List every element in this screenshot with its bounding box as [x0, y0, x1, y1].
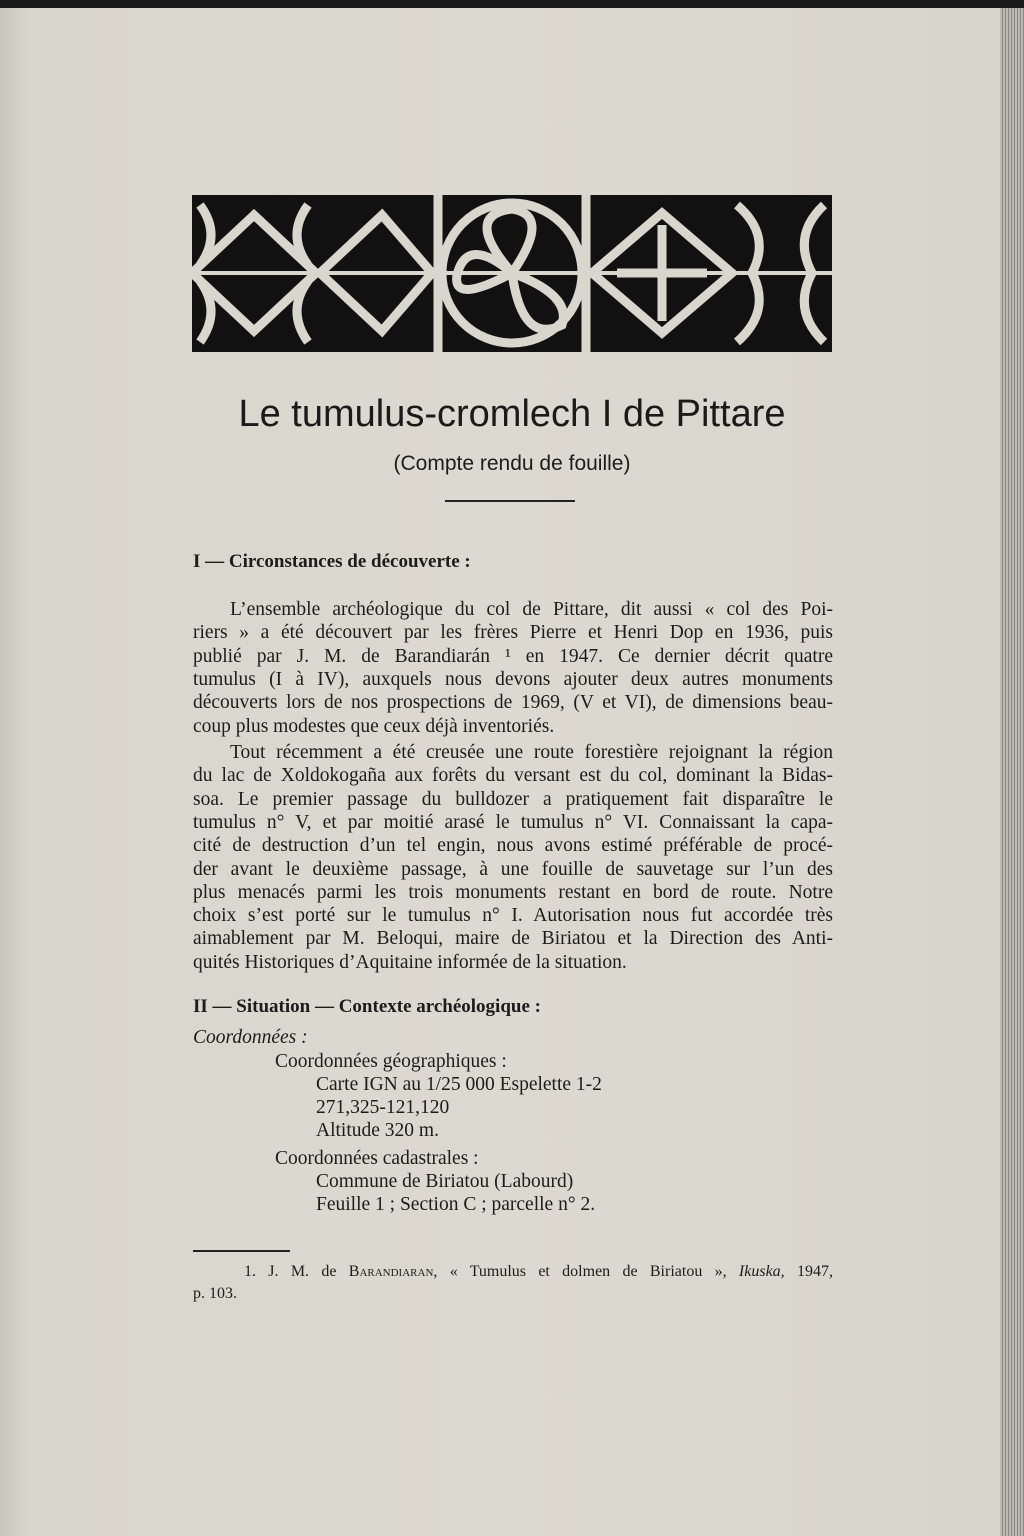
footnote-text: , « Tumulus et dolmen de Biriatou », — [433, 1263, 739, 1280]
geo-line: 271,325-121,120 — [316, 1097, 450, 1118]
paragraph-line: riers » a été découvert par les frères Pierre et Henri Dop en 1936, puis — [193, 622, 833, 644]
title-divider — [445, 500, 575, 502]
footnote-journal: Ikuska, — [738, 1263, 785, 1280]
footnote-1-cont: p. 103. — [193, 1285, 237, 1302]
paragraph-line: choix s’est porté sur le tumulus n° I. Autorisation nous fut accordée très — [193, 905, 833, 927]
cad-label: Coordonnées cadastrales : — [275, 1148, 479, 1169]
page-stack-edge — [1000, 8, 1024, 1536]
paragraph-line: publié par J. M. de Barandiarán ¹ en 1947. Ce dernier décrit quatre — [193, 645, 833, 667]
paragraph-line: quités Historiques d’Aquitaine informée de la situation. — [193, 951, 627, 973]
coords-label: Coordonnées : — [193, 1027, 308, 1048]
page-subtitle: (Compte rendu de fouille) — [393, 452, 631, 475]
decorative-frieze — [192, 195, 832, 352]
paragraph-line: plus menacés parmi les trois monuments restant en bord de route. Notre — [193, 881, 833, 903]
footnote-text: 1. J. M. de — [244, 1263, 349, 1280]
paragraph-line: der avant le deuxième passage, à une fouille de sauvetage sur l’un des — [193, 858, 833, 880]
paragraph-line: cité de destruction d’un tel engin, nous avons estimé préférable de procé- — [193, 835, 833, 857]
cad-line: Feuille 1 ; Section C ; parcelle n° 2. — [316, 1194, 596, 1215]
geo-label: Coordonnées géographiques : — [275, 1051, 507, 1072]
paragraph-line: coup plus modestes que ceux déjà inventoriés. — [193, 715, 555, 737]
geo-line: Altitude 320 m. — [316, 1120, 439, 1141]
paragraph-line: tumulus n° V, et par moitié arasé le tumulus n° VI. Connaissant la capa- — [193, 811, 833, 833]
footnote-text: 1947, — [784, 1263, 833, 1280]
paragraph-line: L’ensemble archéologique du col de Pittare, dit aussi « col des Poi- — [230, 599, 833, 620]
paragraph-line: aimablement par M. Beloqui, maire de Biriatou et la Direction des Anti- — [193, 928, 833, 950]
section-heading-1: I — Circonstances de découverte : — [193, 551, 471, 572]
cad-line: Commune de Biriatou (Labourd) — [316, 1171, 574, 1192]
footnote-divider — [193, 1250, 290, 1252]
paragraph-line: Tout récemment a été creusée une route forestière rejoignant la région — [230, 742, 833, 763]
paragraph-line: du lac de Xoldokogaña aux forêts du versant est du col, dominant la Bidas- — [193, 765, 833, 787]
page-title: Le tumulus-cromlech I de Pittare — [238, 393, 786, 435]
section-heading-2: II — Situation — Contexte archéologique : — [193, 996, 541, 1017]
paragraph-line: découverts lors de nos prospections de 1969, (V et VI), de dimensions beau- — [193, 692, 833, 714]
paragraph-line: tumulus (I à IV), auxquels nous devons ajouter deux autres monuments — [193, 668, 833, 690]
geo-line: Carte IGN au 1/25 000 Espelette 1-2 — [316, 1074, 602, 1095]
paragraph-line: soa. Le premier passage du bulldozer a pratiquement fait disparaître le — [193, 788, 833, 810]
footnote-1 — [193, 1261, 833, 1283]
footnote-author: Barandiaran — [348, 1263, 434, 1280]
